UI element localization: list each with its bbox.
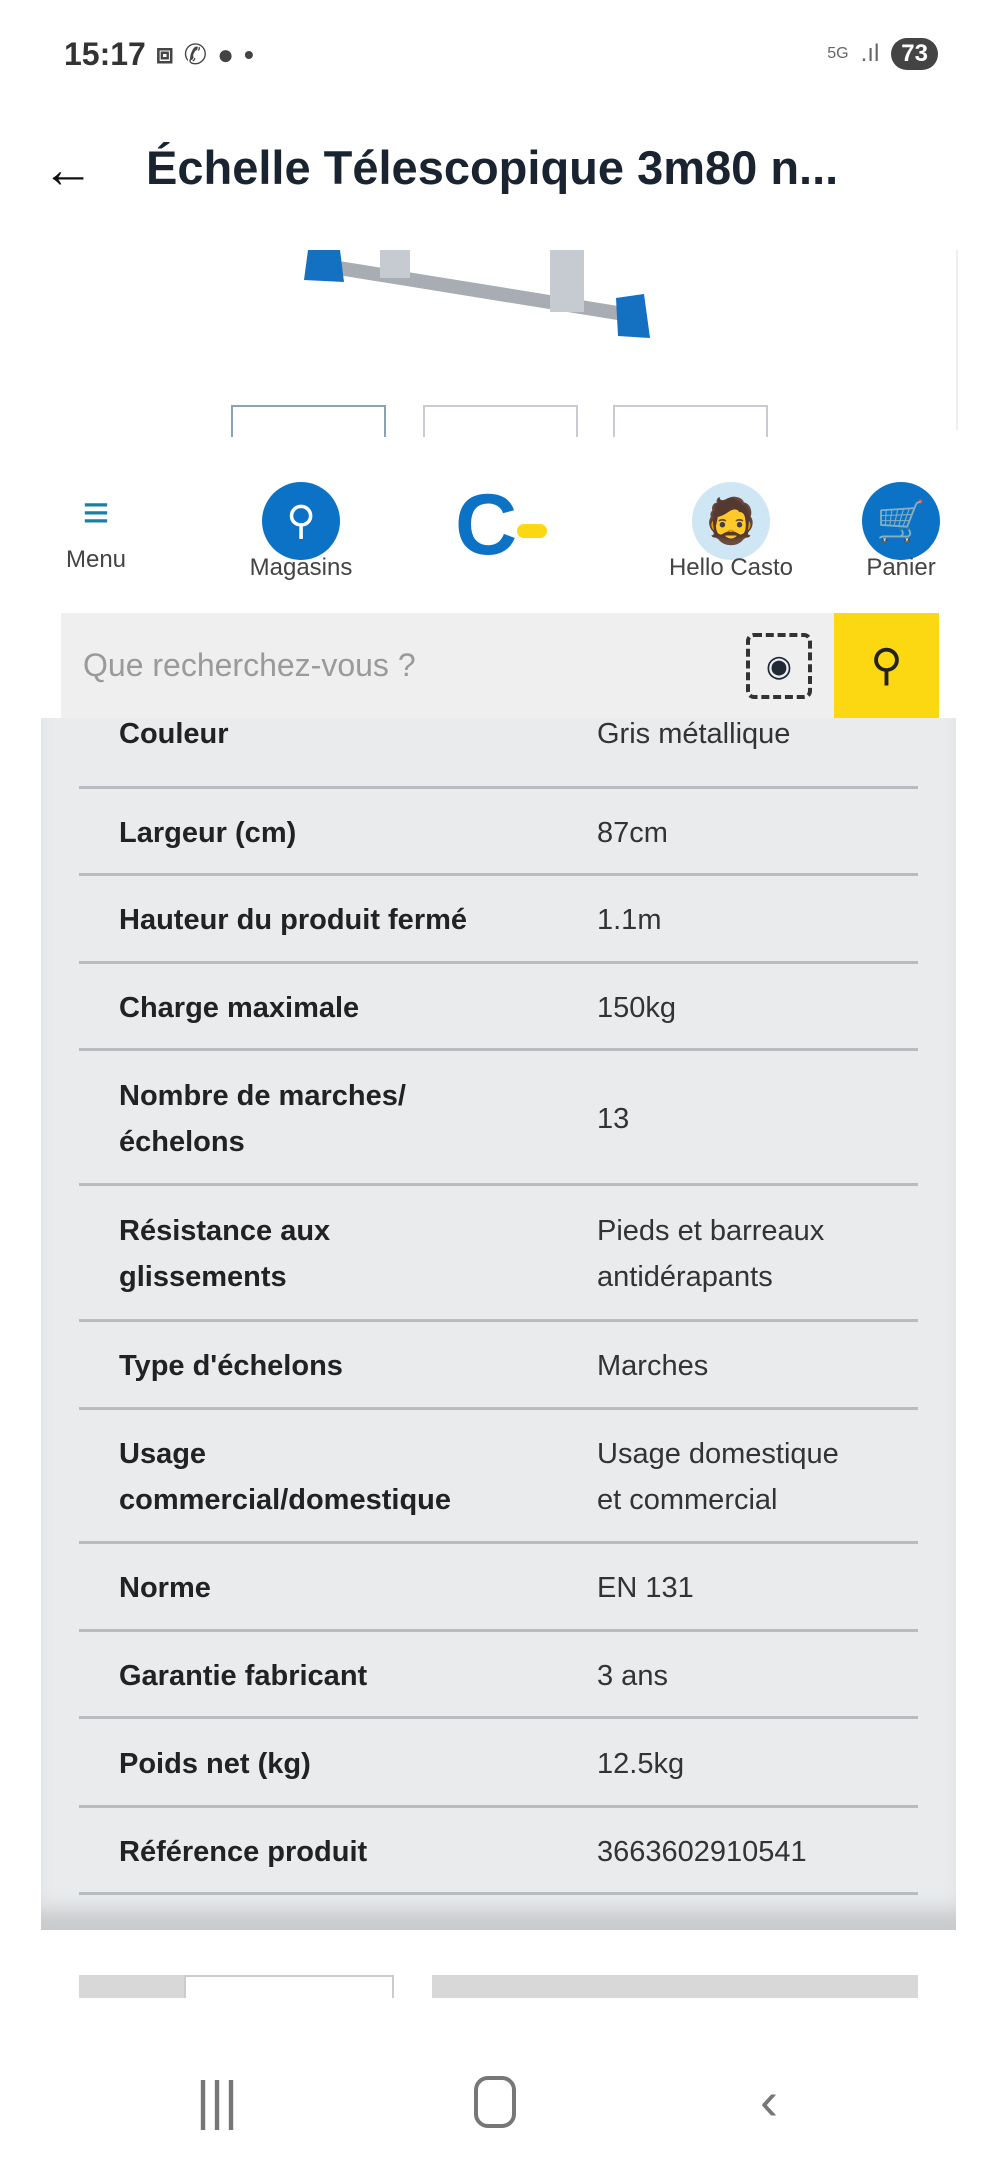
tab-placeholder xyxy=(184,1975,394,1998)
tab-placeholder xyxy=(79,1975,184,1998)
stores-button[interactable] xyxy=(241,470,361,581)
hello-casto-button[interactable] xyxy=(651,470,811,581)
avatar: 🧔 xyxy=(692,482,770,560)
status-right xyxy=(827,38,938,70)
cart-label: Panier xyxy=(866,554,936,581)
signal-icon: .ıl xyxy=(860,40,880,67)
menu-label: Menu xyxy=(65,546,127,573)
whatsapp-icon: ✆ xyxy=(183,39,208,70)
camera-search-icon[interactable]: ◉ xyxy=(746,633,812,699)
spec-value: 12.5kg xyxy=(597,1747,685,1780)
clock: 15:17 xyxy=(64,36,146,72)
spec-value: 150kg xyxy=(597,991,677,1024)
network-type: 5G xyxy=(827,45,849,62)
screenshot-icon: ⧈ xyxy=(155,38,174,69)
recent-apps-button[interactable]: ||| xyxy=(196,2071,239,2131)
spec-label: Type d'échelons xyxy=(119,1350,343,1382)
divider xyxy=(956,250,958,430)
back-arrow-icon[interactable]: ← xyxy=(42,141,94,199)
site-header xyxy=(41,470,956,610)
assistant-label: Hello Casto xyxy=(668,554,794,581)
cart-button[interactable] xyxy=(851,470,951,581)
spec-value: 1.1m xyxy=(597,904,662,936)
spec-row xyxy=(79,1186,918,1322)
cart-icon: 🛒 xyxy=(862,482,940,560)
spec-label: Poids net (kg) xyxy=(119,1747,311,1780)
spec-value: Gris métallique xyxy=(597,718,791,750)
spec-value: EN 131 xyxy=(597,1572,694,1604)
spec-row xyxy=(79,1322,918,1410)
spec-value: 3663602910541 xyxy=(597,1835,807,1868)
spec-label: Largeur (cm) xyxy=(119,816,297,849)
spec-label: Usage commercial/domestique xyxy=(119,1438,451,1516)
account-icon: ● xyxy=(217,38,235,70)
bar-placeholder xyxy=(432,1975,918,1998)
specs-table xyxy=(41,718,956,1930)
spec-label: Charge maximale xyxy=(119,991,360,1024)
spec-label: Norme xyxy=(119,1572,211,1604)
castorama-logo[interactable]: C xyxy=(441,470,561,570)
spec-value: Pieds et barreaux antidérapants xyxy=(597,1215,825,1293)
stores-label: Magasins xyxy=(249,554,353,581)
spec-row xyxy=(79,718,918,789)
system-back-button[interactable]: ‹ xyxy=(760,2071,778,2131)
status-bar xyxy=(64,36,254,73)
spec-label: Référence produit xyxy=(119,1835,368,1868)
thumbnail-3[interactable] xyxy=(613,405,768,437)
search-button[interactable] xyxy=(834,613,939,718)
search-icon: ⚲ xyxy=(870,641,903,690)
spec-value: Usage domestique et commercial xyxy=(597,1438,839,1516)
spec-row xyxy=(79,964,918,1051)
menu-button[interactable] xyxy=(61,470,131,573)
search-input[interactable] xyxy=(61,647,721,684)
spec-value: 13 xyxy=(597,1102,630,1135)
search-bar xyxy=(61,613,939,718)
spec-row xyxy=(79,1632,918,1719)
page-title: Échelle Télescopique 3m80 n... xyxy=(146,141,839,194)
hamburger-icon: ≡ xyxy=(82,486,110,538)
location-pin-icon: ⚲ xyxy=(262,482,340,560)
spec-label: Garantie fabricant xyxy=(119,1659,368,1692)
dot-icon: • xyxy=(244,38,254,70)
spec-label: Couleur xyxy=(119,718,229,750)
home-button[interactable] xyxy=(474,2076,516,2128)
thumbnail-1[interactable] xyxy=(231,405,386,437)
spec-value: Marches xyxy=(597,1350,709,1382)
spec-row xyxy=(79,789,918,876)
thumbnail-2[interactable] xyxy=(423,405,578,437)
spec-value: 87cm xyxy=(597,816,668,849)
spec-row xyxy=(79,876,918,964)
spec-label: Nombre de marches/ échelons xyxy=(119,1079,406,1158)
battery-level: 73 xyxy=(891,38,938,70)
spec-row xyxy=(79,1544,918,1632)
spec-value: 3 ans xyxy=(597,1659,668,1692)
spec-label: Hauteur du produit fermé xyxy=(119,904,468,936)
spec-label: Résistance aux glissements xyxy=(119,1215,331,1293)
spec-row xyxy=(79,1051,918,1186)
spec-row xyxy=(79,1719,918,1808)
spec-row xyxy=(79,1410,918,1544)
product-image xyxy=(300,250,660,350)
spec-row xyxy=(79,1808,918,1895)
